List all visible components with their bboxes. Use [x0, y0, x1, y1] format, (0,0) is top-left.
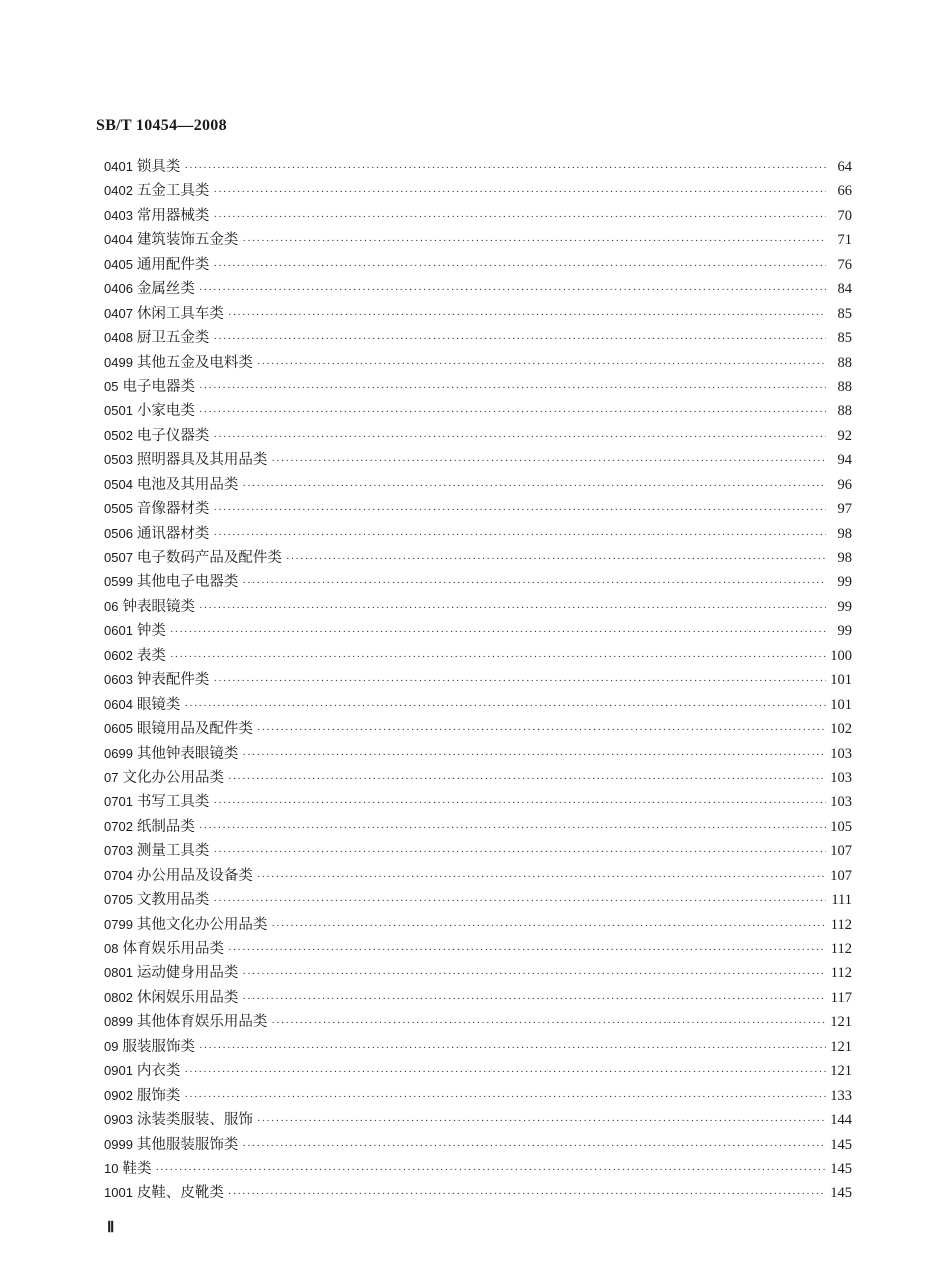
toc-entry-title: 皮鞋、皮靴类: [136, 1185, 224, 1202]
toc-entry[interactable]: [104, 302, 852, 326]
toc-entry[interactable]: [104, 619, 852, 643]
toc-entry[interactable]: [104, 913, 852, 937]
toc-dot-leader: [199, 400, 826, 424]
toc-entry[interactable]: [104, 424, 852, 448]
toc-entry-title: 泳装类服装、服饰: [136, 1112, 253, 1129]
toc-entry-page: 145: [830, 1136, 852, 1153]
toc-entry-title: 内衣类: [136, 1063, 181, 1080]
toc-entry-title: 体育娱乐用品类: [122, 941, 224, 957]
toc-dot-leader: [257, 1109, 826, 1133]
toc-entry-code: 0901: [104, 1063, 133, 1079]
toc-dot-leader: [271, 914, 826, 938]
toc-entry-page: 98: [837, 525, 852, 542]
toc-entry-code: 0605: [104, 721, 133, 737]
toc-entry-code: 0701: [104, 794, 133, 810]
toc-entry-page: 70: [837, 207, 852, 224]
toc-dot-leader: [213, 889, 826, 913]
toc-dot-leader: [199, 596, 826, 620]
toc-entry-title: 电子数码产品及配件类: [136, 550, 282, 566]
toc-dot-leader: [213, 840, 826, 864]
toc-entry-page: 100: [830, 647, 852, 664]
toc-entry-page: 112: [830, 965, 852, 982]
toc-entry-code: 0503: [104, 452, 133, 468]
toc-entry-code: 0507: [104, 550, 133, 565]
toc-entry[interactable]: [104, 351, 852, 375]
toc-entry-page: 88: [837, 403, 852, 420]
toc-entry-code: 0407: [104, 305, 133, 321]
toc-entry-title: 其他体育娱乐用品类: [136, 1014, 268, 1031]
toc-entry-code: 05: [104, 378, 119, 394]
toc-entry-code: 0499: [104, 354, 133, 370]
toc-dot-leader: [228, 303, 826, 327]
toc-entry-page: 133: [830, 1087, 852, 1104]
toc-dot-leader: [213, 425, 826, 449]
toc-entry-code: 0799: [104, 916, 133, 932]
toc-entry-title: 办公用品及设备类: [136, 867, 253, 884]
toc-entry-title: 眼镜类: [136, 696, 181, 713]
toc-entry-title: 眼镜用品及配件类: [136, 721, 253, 738]
toc-dot-leader: [170, 645, 826, 669]
toc-entry-code: 0505: [104, 501, 133, 517]
toc-entry-page: 101: [830, 696, 852, 713]
toc-dot-leader: [271, 449, 826, 473]
toc-dot-leader: [199, 816, 826, 840]
toc-entry-page: 103: [830, 745, 852, 762]
toc-entry[interactable]: [104, 766, 852, 790]
toc-entry-page: 145: [830, 1160, 852, 1177]
toc-entry-title: 通用配件类: [136, 256, 210, 273]
toc-entry-code: 0601: [104, 623, 133, 639]
toc-entry-page: 121: [830, 1038, 852, 1055]
toc-dot-leader: [199, 1036, 826, 1060]
toc-entry-title: 纸制品类: [136, 818, 195, 835]
toc-entry-code: 0603: [104, 672, 133, 688]
toc-entry-page: 145: [830, 1185, 852, 1202]
toc-entry-page: 107: [830, 843, 852, 860]
toc-entry-code: 0401: [104, 159, 133, 174]
toc-entry-code: 0504: [104, 476, 133, 492]
toc-entry-page: 111: [831, 892, 852, 909]
toc-entry-page: 112: [830, 941, 852, 957]
toc-dot-leader: [271, 1011, 826, 1035]
toc-entry-page: 121: [830, 1014, 852, 1031]
toc-entry-code: 0602: [104, 647, 133, 663]
toc-entry-code: 1001: [104, 1185, 133, 1201]
toc-entry[interactable]: [104, 473, 852, 497]
toc-entry-title: 休闲工具车类: [136, 305, 224, 322]
toc-entry-title: 钟表眼镜类: [122, 598, 195, 615]
toc-dot-leader: [242, 1134, 826, 1158]
toc-entry[interactable]: [104, 815, 852, 839]
toc-entry[interactable]: [104, 399, 852, 423]
toc-entry-code: 0599: [104, 574, 133, 590]
toc-entry-page: 99: [837, 574, 852, 591]
toc-entry-title: 其他钟表眼镜类: [136, 745, 239, 762]
toc-entry-code: 10: [104, 1160, 119, 1176]
toc-dot-leader: [213, 205, 826, 229]
toc-entry-code: 0501: [104, 403, 133, 419]
toc-entry[interactable]: [104, 1010, 852, 1034]
toc-entry-title: 电子电器类: [122, 378, 195, 395]
toc-entry-title: 其他电子电器类: [136, 574, 239, 591]
toc-dot-leader: [155, 1158, 826, 1182]
toc-dot-leader: [228, 767, 826, 791]
toc-entry-code: 0406: [104, 281, 133, 297]
toc-entry-code: 0704: [104, 867, 133, 883]
toc-entry-title: 文教用品类: [136, 892, 210, 909]
toc-entry[interactable]: [104, 1133, 852, 1157]
toc-dot-leader: [213, 254, 826, 278]
toc-dot-leader: [242, 743, 826, 767]
toc-entry-title: 服装服饰类: [122, 1038, 195, 1055]
toc-dot-leader: [184, 1085, 826, 1109]
toc-entry-title: 建筑装饰五金类: [136, 232, 239, 249]
toc-entry[interactable]: [104, 790, 852, 814]
page-number: Ⅱ: [107, 1220, 115, 1236]
toc-entry-code: 0405: [104, 256, 133, 272]
toc-entry-page: 144: [830, 1112, 852, 1129]
toc-entry-code: 0903: [104, 1112, 133, 1128]
toc-entry-title: 其他文化办公用品类: [136, 916, 268, 933]
toc-entry-code: 0702: [104, 818, 133, 834]
toc-entry[interactable]: [104, 864, 852, 888]
toc-dot-leader: [199, 278, 826, 302]
toc-entry-title: 钟类: [136, 623, 166, 640]
toc-entry-page: 98: [837, 550, 852, 566]
toc-dot-leader: [213, 523, 826, 547]
toc-entry[interactable]: [104, 961, 852, 985]
toc-entry-title: 鞋类: [122, 1160, 152, 1177]
toc-entry-code: 0506: [104, 525, 133, 541]
toc-entry-page: 117: [830, 989, 852, 1006]
toc-dot-leader: [213, 327, 826, 351]
toc-entry-title: 金属丝类: [136, 281, 195, 298]
toc-entry-code: 06: [104, 598, 119, 614]
toc-dot-leader: [184, 694, 826, 718]
toc-entry-page: 94: [837, 452, 852, 469]
toc-entry-title: 照明器具及其用品类: [136, 452, 268, 469]
toc-entry[interactable]: [104, 693, 852, 717]
toc-entry-title: 厨卫五金类: [136, 330, 210, 347]
toc-entry-page: 71: [837, 232, 852, 249]
toc-entry[interactable]: [104, 1084, 852, 1108]
toc-entry-code: 0502: [104, 427, 133, 443]
toc-dot-leader: [257, 865, 826, 889]
toc-entry-page: 105: [830, 818, 852, 835]
toc-entry[interactable]: [104, 228, 852, 252]
toc-dot-leader: [213, 180, 826, 204]
toc-entry-code: 0403: [104, 207, 133, 223]
toc-entry-code: 07: [104, 769, 119, 785]
toc-entry[interactable]: [104, 155, 852, 179]
toc-entry-page: 102: [830, 721, 852, 738]
toc-entry-page: 92: [837, 427, 852, 444]
toc-entry[interactable]: [104, 204, 852, 228]
toc-entry[interactable]: [104, 277, 852, 301]
toc-entry-code: 0404: [104, 232, 133, 248]
toc-entry[interactable]: [104, 522, 852, 546]
toc-entry[interactable]: [104, 1059, 852, 1083]
toc-dot-leader: [184, 156, 826, 180]
toc-entry-code: 0705: [104, 892, 133, 908]
toc-entry-page: 85: [837, 305, 852, 322]
toc-entry-page: 84: [837, 281, 852, 298]
toc-entry-title: 通讯器材类: [136, 525, 210, 542]
toc-entry-title: 五金工具类: [136, 183, 210, 200]
toc-entry-title: 表类: [136, 647, 166, 664]
toc-entry-code: 0899: [104, 1014, 133, 1030]
toc-dot-leader: [242, 962, 826, 986]
toc-entry-title: 音像器材类: [136, 501, 210, 518]
toc-dot-leader: [228, 1182, 826, 1206]
toc-entry-title: 电池及其用品类: [136, 476, 239, 493]
toc-entry-page: 66: [837, 183, 852, 200]
toc-dot-leader: [257, 352, 826, 376]
toc-dot-leader: [242, 474, 826, 498]
toc-entry[interactable]: [104, 1181, 852, 1205]
toc-entry[interactable]: [104, 375, 852, 399]
toc-entry-code: 0408: [104, 330, 133, 346]
toc-entry-page: 96: [837, 476, 852, 493]
toc-entry-page: 88: [837, 354, 852, 371]
toc-entry[interactable]: [104, 497, 852, 521]
toc-entry[interactable]: [104, 668, 852, 692]
toc-entry-title: 文化办公用品类: [122, 769, 224, 786]
toc-entry-page: 112: [830, 916, 852, 933]
toc-entry-page: 97: [837, 501, 852, 518]
toc-entry[interactable]: [104, 570, 852, 594]
toc-entry[interactable]: [104, 742, 852, 766]
toc-entry[interactable]: [104, 644, 852, 668]
toc-entry-title: 测量工具类: [136, 843, 210, 860]
toc-entry[interactable]: [104, 326, 852, 350]
toc-dot-leader: [242, 229, 826, 253]
toc-entry[interactable]: [104, 717, 852, 741]
toc-entry[interactable]: [104, 595, 852, 619]
toc-entry-title: 锁具类: [136, 159, 181, 175]
toc-dot-leader: [184, 1060, 826, 1084]
toc-entry-title: 运动健身用品类: [136, 965, 239, 982]
toc-entry-code: 08: [104, 941, 119, 956]
toc-entry-page: 103: [830, 769, 852, 786]
toc-entry[interactable]: [104, 937, 852, 961]
toc-entry[interactable]: [104, 253, 852, 277]
toc-entry-code: 0801: [104, 965, 133, 981]
toc-entry-title: 其他服装服饰类: [136, 1136, 239, 1153]
toc-entry-title: 休闲娱乐用品类: [136, 989, 239, 1006]
toc-entry-code: 0902: [104, 1087, 133, 1103]
toc-dot-leader: [242, 987, 826, 1011]
toc-entry-code: 0703: [104, 843, 133, 859]
toc-dot-leader: [213, 669, 826, 693]
toc-entry-title: 小家电类: [136, 403, 195, 420]
toc-entry-code: 0402: [104, 183, 133, 199]
toc-dot-leader: [242, 571, 826, 595]
toc-entry-code: 09: [104, 1038, 119, 1054]
standard-number: SB/T 10454—2008: [96, 117, 227, 134]
toc-entry-page: 107: [830, 867, 852, 884]
toc-entry-code: 0999: [104, 1136, 133, 1152]
toc-entry-title: 钟表配件类: [136, 672, 210, 689]
toc-entry-page: 99: [837, 598, 852, 615]
toc-entry[interactable]: [104, 1035, 852, 1059]
toc-entry[interactable]: [104, 839, 852, 863]
toc-entry-title: 服饰类: [136, 1087, 181, 1104]
toc-entry-page: 101: [830, 672, 852, 689]
toc-entry-page: 103: [830, 794, 852, 811]
toc-entry-page: 88: [837, 378, 852, 395]
toc-dot-leader: [257, 718, 826, 742]
toc-dot-leader: [213, 791, 826, 815]
toc-entry[interactable]: [104, 986, 852, 1010]
toc-entry[interactable]: [104, 179, 852, 203]
toc-entry[interactable]: [104, 448, 852, 472]
toc-entry[interactable]: [104, 1157, 852, 1181]
toc-entry-code: 0699: [104, 745, 133, 761]
toc-entry-title: 常用器械类: [136, 207, 210, 224]
toc-dot-leader: [213, 498, 826, 522]
toc-entry-code: 0802: [104, 989, 133, 1005]
toc-entry-code: 0604: [104, 696, 133, 712]
toc-entry-page: 85: [837, 330, 852, 347]
toc-entry-title: 其他五金及电料类: [136, 354, 253, 371]
toc-dot-leader: [199, 376, 826, 400]
toc-entry-page: 64: [837, 159, 852, 175]
table-of-contents: [104, 155, 852, 1206]
toc-entry-title: 书写工具类: [136, 794, 210, 811]
toc-entry[interactable]: [104, 888, 852, 912]
toc-entry-title: 电子仪器类: [136, 427, 210, 444]
toc-dot-leader: [228, 938, 826, 962]
toc-entry-page: 121: [830, 1063, 852, 1080]
toc-entry[interactable]: [104, 1108, 852, 1132]
toc-entry-page: 99: [837, 623, 852, 640]
toc-dot-leader: [170, 620, 826, 644]
toc-entry-page: 76: [837, 256, 852, 273]
toc-entry[interactable]: [104, 546, 852, 570]
toc-dot-leader: [286, 547, 826, 571]
